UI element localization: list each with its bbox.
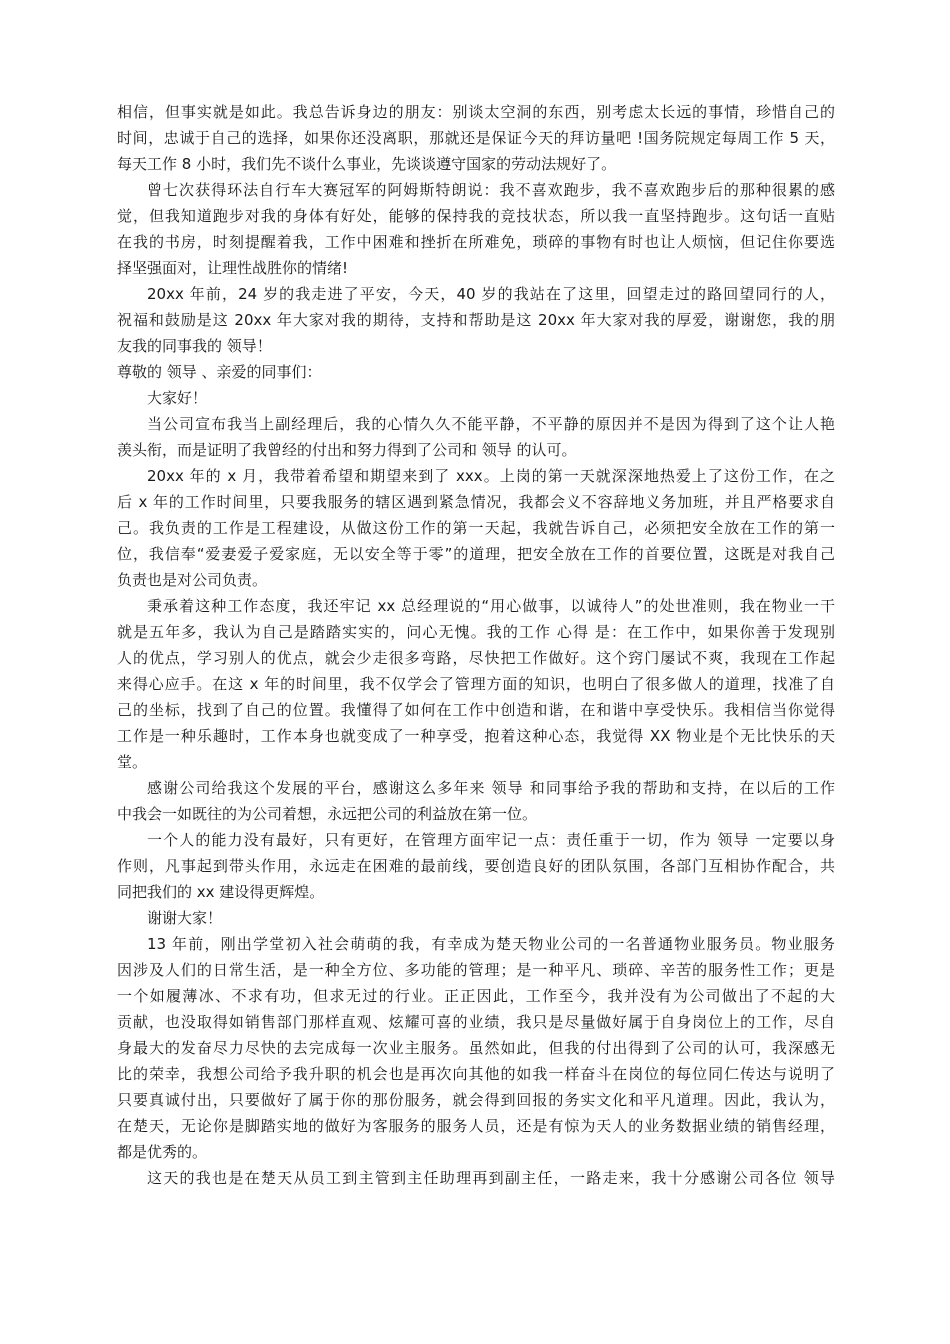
text-line: 感谢公司给我这个发展的平台，感谢这么多年来 领导 和同事给予我的帮助和支持，在以后的工作 bbox=[147, 779, 835, 797]
text-line: 己的坐标，找到了自己的位置。我懂得了如何在工作中创造和谐，在和谐中享受快乐。我相信当你觉得 bbox=[117, 701, 835, 719]
text-line: 己。我负责的工作是工程建设，从做这份工作的第一天起，我就告诉自己，必须把安全放在工作的第一 bbox=[117, 519, 835, 537]
text-line: 比的荣幸，我想公司给予我升职的机会也是再次向其他的如我一样奋斗在岗位的每位同仁传达与说明了 bbox=[117, 1065, 835, 1083]
text-line: 就是五年多，我认为自己是踏踏实实的，问心无愧。我的工作 心得 是：在工作中，如果你善于发现别 bbox=[117, 623, 835, 641]
text-line: 13 年前，刚出学堂初入社会萌萌的我，有幸成为楚天物业公司的一名普通物业服务员。物业服务 bbox=[147, 935, 835, 953]
text-line: 负责也是对公司负责。 bbox=[117, 571, 268, 589]
text-line: 贡献，也没取得如销售部门那样直观、炫耀可喜的业绩，我只是尽量做好属于自身岗位上的工作，尽自 bbox=[117, 1013, 835, 1031]
text-line: 这天的我也是在楚天从员工到主管到主任助理再到副主任，一路走来，我十分感谢公司各位 领导 bbox=[147, 1169, 835, 1187]
text-line: 羡头衔，而是证明了我曾经的付出和努力得到了公司和 领导 的认可。 bbox=[117, 441, 577, 459]
text-line: 尊敬的 领导 、亲爱的同事们： bbox=[117, 363, 322, 381]
text-line: 一个如履薄冰、不求有功，但求无过的行业。正正因此，工作至今，我并没有为公司做出了不起的大 bbox=[117, 987, 835, 1005]
text-line: 因涉及人们的日常生活，是一种全方位、多功能的管理；是一种平凡、琐碎、辛苦的服务性工作；更是 bbox=[117, 961, 835, 979]
text-line: 当公司宣布我当上副经理后，我的心情久久不能平静，不平静的原因并不是因为得到了这个让人艳 bbox=[147, 415, 835, 433]
text-line: 在我的书房，时刻提醒着我，工作中困难和挫折在所难免，琐碎的事物有时也让人烦恼，但记住你要选 bbox=[117, 233, 835, 251]
text-line: 时间，忠诚于自己的选择，如果你还没离职，那就还是保证今天的拜访量吧 !国务院规定每周工作 5 天， bbox=[117, 129, 835, 147]
text-line: 后 x 年的工作时间里，只要我服务的辖区遇到紧急情况，我都会义不容辞地义务加班，并且严格要求自 bbox=[117, 493, 835, 511]
text-line: 曾七次获得环法自行车大赛冠军的阿姆斯特朗说：我不喜欢跑步，我不喜欢跑步后的那种很累的感 bbox=[147, 181, 835, 199]
text-line: 祝福和鼓励是这 20xx 年大家对我的期待，支持和帮助是这 20xx 年大家对我的厚爱，谢谢您，我的朋 bbox=[117, 311, 835, 329]
text-line: 大家好！ bbox=[147, 389, 208, 407]
text-line: 在楚天，无论你是脚踏实地的做好为客服务的服务人员，还是有惊为天人的业务数据业绩的销售经理， bbox=[117, 1117, 835, 1135]
text-line: 都是优秀的。 bbox=[117, 1143, 208, 1161]
text-line: 只要真诚付出，只要做好了属于你的那份服务，就会得到回报的务实文化和平凡道理。因此，我认为， bbox=[117, 1091, 835, 1109]
text-line: 谢谢大家！ bbox=[147, 909, 223, 927]
text-line: 秉承着这种工作态度，我还牢记 xx 总经理说的“用心做事，以诚待人”的处世准则，我在物业一干 bbox=[147, 597, 835, 615]
text-line: 中我会一如既往的为公司着想，永远把公司的利益放在第一位。 bbox=[117, 805, 538, 823]
text-line: 人的优点，学习别人的优点，就会少走很多弯路，尽快把工作做好。这个窍门屡试不爽，我现在工作起 bbox=[117, 649, 835, 667]
text-line: 作则，凡事起到带头作用，永远走在困难的最前线，要创造良好的团队氛围，各部门互相协作配合，共 bbox=[117, 857, 835, 875]
text-line: 20xx 年的 x 月，我带着希望和期望来到了 xxx。上岗的第一天就深深地热爱上了这份工作，在之 bbox=[147, 467, 835, 485]
text-line: 觉，但我知道跑步对我的身体有好处，能够的保持我的竞技状态，所以我一直坚持跑步。这句话一直贴 bbox=[117, 207, 835, 225]
text-line: 来得心应手。在这 x 年的时间里，我不仅学会了管理方面的知识，也明白了很多做人的道理，找准了自 bbox=[117, 675, 835, 693]
text-line: 20xx 年前，24 岁的我走进了平安，今天，40 岁的我站在了这里，回望走过的路回望同行的人， bbox=[147, 285, 835, 303]
text-line: 堂。 bbox=[117, 753, 148, 771]
text-line: 同把我们的 xx 建设得更辉煌。 bbox=[117, 883, 325, 901]
document-body bbox=[117, 99, 835, 1191]
text-line: 工作是一种乐趣时，工作本身也就变成了一种享受，抱着这种心态，我觉得 XX 物业是个无比快乐的天 bbox=[117, 727, 835, 745]
text-line: 位，我信奉“爱妻爱子爱家庭，无以安全等于零”的道理，把安全放在工作的首要位置，这既是对我自己 bbox=[117, 545, 835, 563]
text-line: 择坚强面对，让理性战胜你的情绪! bbox=[117, 259, 349, 277]
text-line: 一个人的能力没有最好，只有更好，在管理方面牢记一点：责任重于一切，作为 领导 一定要以身 bbox=[147, 831, 835, 849]
text-line: 友我的同事我的 领导！ bbox=[117, 337, 272, 355]
text-line: 每天工作 8 小时，我们先不谈什么事业，先谈谈遵守国家的劳动法规好了。 bbox=[117, 155, 617, 173]
text-line: 相信，但事实就是如此。我总告诉身边的朋友：别谈太空洞的东西，别考虑太长远的事情，珍惜自己的 bbox=[117, 103, 835, 121]
text-line: 身最大的发奋尽力尽快的去完成每一次业主服务。虽然如此，但我的付出得到了公司的认可，我深感无 bbox=[117, 1039, 835, 1057]
